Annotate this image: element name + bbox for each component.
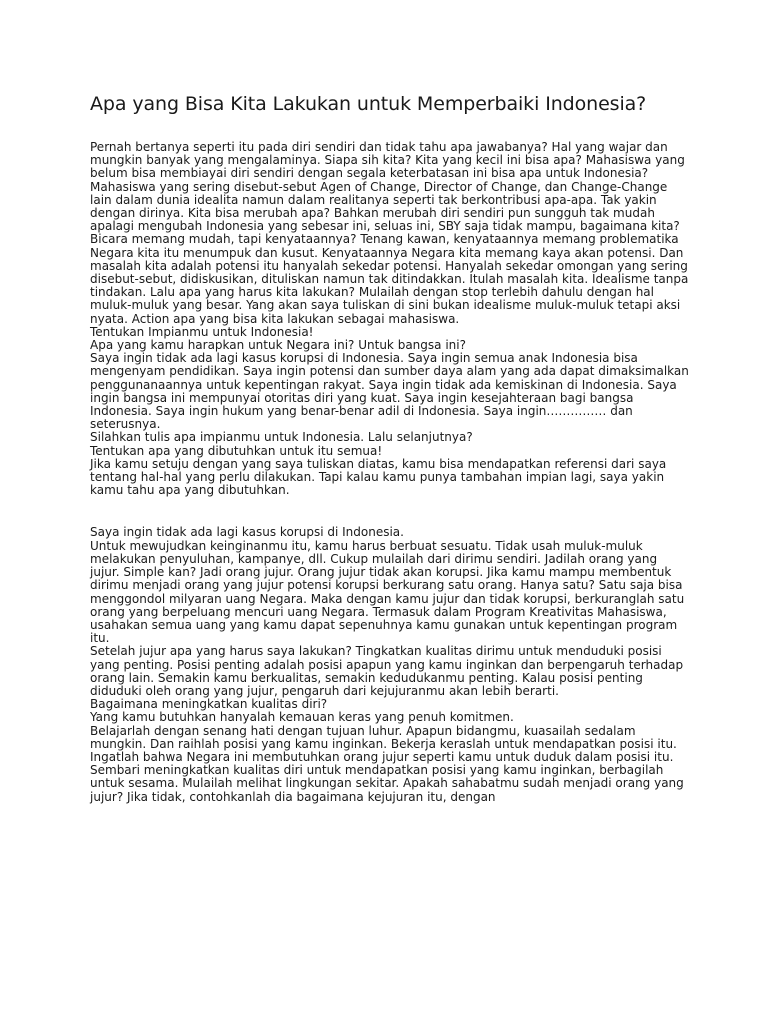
paragraph: Apa yang kamu harapkan untuk Negara ini? Untuk bangsa ini? (90, 338, 466, 353)
paragraph: Bagaimana meningkatkan kualitas diri? (90, 697, 328, 712)
paragraph: Tentukan apa yang dibutuhkan untuk itu semua! (90, 443, 383, 458)
paragraph: Sembari meningkatkan kualitas diri untuk mendapatkan posisi yang kamu inginkan, berbagilah untuk sesama. Mulailah melihat lingkungan sekitar. Apakah sahabatmu sudah menjadi orang yang jujur? Jika tidak, contohkanlah dia bagaimana kejujuran itu, dengan (90, 763, 684, 804)
paragraph: Untuk mewujudkan keinginanmu itu, kamu harus berbuat sesuatu. Tidak usah muluk-muluk melakukan penyuluhan, kampanye, dll. Cukup mulailah dari dirimu sendiri. Jadilah orang yang jujur. Simple kan? Jadi orang jujur. Orang jujur tidak akan korupsi. Jika kamu mampu membentuk dirimu menjadi orang yang jujur potensi korupsi berkurang satu orang. Hanya satu? Satu saja bisa menggondol milyaran uang Negara. Maka dengan kamu jujur dan tidak korupsi, berkuranglah satu orang yang berpeluang mencuri uang Negara. Termasuk dalam Program Kreativitas Mahasiswa, usahakan semua uang yang kamu dapat sepenuhnya kamu gunakan untuk kepentingan program itu. (90, 538, 685, 646)
document-body (90, 141, 690, 804)
document-page (90, 92, 690, 804)
document-title: Apa yang Bisa Kita Lakukan untuk Memperbaiki Indonesia? (90, 93, 647, 115)
paragraph: Jika kamu setuju dengan yang saya tuliskan diatas, kamu bisa mendapatkan referensi dari saya tentang hal-hal yang perlu dilakukan. Tapi kalau kamu punya tambahan impian lagi, saya yakin kamu tahu apa yang dibutuhkan. (90, 456, 667, 498)
paragraph: Setelah jujur apa yang harus saya lakukan? Tingkatkan kualitas dirimu untuk menduduki posisi yang penting. Posisi penting adalah posisi apapun yang kamu inginkan dan berpengaruh terhadap orang lain. Semakin kamu berkualitas, semakin kedudukanmu penting. Kalau posisi penting diduduki oleh orang yang jujur, pengaruh dari kejujuranmu akan lebih berarti. (90, 644, 684, 698)
paragraph-spacer (90, 497, 690, 526)
paragraph: Belajarlah dengan senang hati dengan tujuan luhur. Apapun bidangmu, kuasailah sedalam mungkin. Dan raihlah posisi yang kamu inginkan. Bekerja keraslah untuk mendapatkan posisi itu. Ingatlah bahwa Negara ini membutuhkan orang jujur seperti kamu untuk duduk dalam posisi itu. (90, 723, 677, 764)
paragraph: Saya ingin tidak ada lagi kasus korupsi di Indonesia. (90, 525, 404, 540)
paragraph: Saya ingin tidak ada lagi kasus korupsi di Indonesia. Saya ingin semua anak Indonesia bisa mengenyam pendidikan. Saya ingin potensi dan sumber daya alam yang ada dapat dimaksimalkan penggunanaannya untuk kepentingan rakyat. Saya ingin tidak ada kemiskinan di Indonesia. Saya ingin bangsa ini mempunyai otoritas diri yang kuat. Saya ingin kesejahteraan bagi bangsa Indonesia. Saya ingin hukum yang benar-benar adil di Indonesia. Saya ingin…………… dan seterusnya. (90, 351, 689, 432)
paragraph: Tentukan Impianmu untuk Indonesia! (90, 324, 314, 339)
paragraph: Silahkan tulis apa impianmu untuk Indonesia. Lalu selanjutnya? (90, 430, 473, 445)
paragraph: Yang kamu butuhkan hanyalah kemauan keras yang penuh komitmen. (90, 710, 514, 725)
paragraph: Pernah bertanya seperti itu pada diri sendiri dan tidak tahu apa jawabanya? Hal yang wajar dan mungkin banyak yang mengalaminya. Siapa sih kita? Kita yang kecil ini bisa apa? Mahasiswa yang belum bisa membiayai diri sendiri dengan segala keterbatasan ini bisa apa untuk Indonesia? Mahasiswa yang sering disebut-sebut Agen of Change, Director of Change, dan Change-Change lain dalam dunia idealita namun dalam realitanya seperti tak berkontribusi apa-apa. Tak yakin dengan dirinya. Kita bisa merubah apa? Bahkan merubah diri sendiri pun sungguh tak mudah apalagi mengubah Indonesia yang sebesar ini, seluas ini, SBY saja tidak mampu, bagaimana kita? Bicara memang mudah, tapi kenyataannya? Tenang kawan, kenyataannya memang problematika Negara kita itu menumpuk dan kusut. Kenyataannya Negara kita memang kaya akan potensi. Dan masalah kita adalah potensi itu hanyalah sekedar potensi. Hanyalah sekedar omongan yang sering disebut-sebut, didiskusikan, dituliskan namun tak ditindakkan. Itulah masalah kita. Idealisme tanpa tindakan. Lalu apa yang harus kita lakukan? Mulailah dengan stop terlebih dahulu dengan hal muluk-muluk yang besar. Yang akan saya tuliskan di sini bukan idealisme muluk-muluk tetapi aksi nyata. Action apa yang bisa kita lakukan sebagai mahasiswa. (90, 140, 689, 326)
